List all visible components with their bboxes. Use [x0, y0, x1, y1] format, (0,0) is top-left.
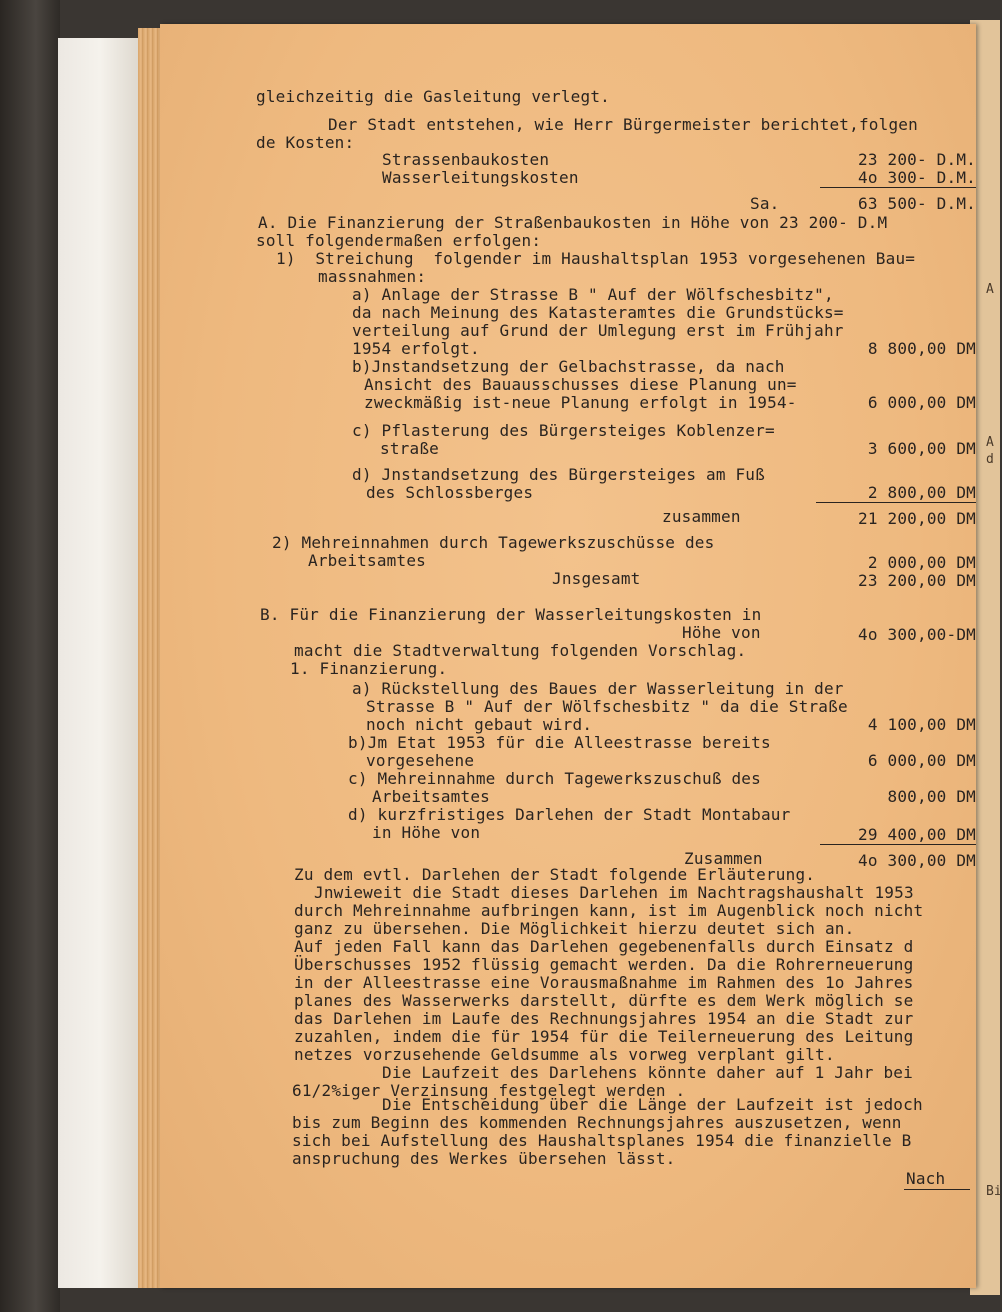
continuation-underline	[904, 1189, 970, 1190]
paragraph-line: netzes vorzusehende Geldsumme als vorweg verplant gilt.	[294, 1045, 835, 1064]
subtotal-rule	[816, 502, 976, 503]
text-line: b)Jm Etat 1953 für die Alleestrasse bereits	[348, 733, 771, 752]
cost-label: Wasserleitungskosten	[382, 168, 579, 187]
paragraph-line: 61/2%iger Verzinsung festgelegt werden .	[292, 1081, 686, 1100]
text-line: a) Anlage der Strasse B " Auf der Wölfschesbitz",	[352, 285, 834, 304]
amount-value: 6 000,00 DM	[867, 393, 976, 412]
typed-document-page	[160, 24, 976, 1288]
text-line: zweckmäßig ist-neue Planung erfolgt in 1954-	[364, 393, 797, 412]
paragraph-line: Auf jeden Fall kann das Darlehen gegebenenfalls durch Einsatz d	[294, 937, 914, 956]
total-label: Jnsgesamt	[552, 569, 641, 588]
paragraph-line: Zu dem evtl. Darlehen der Stadt folgende Erläuterung.	[294, 865, 816, 884]
text-line: a) Rückstellung des Baues der Wasserleitung in der	[352, 679, 844, 698]
subtotal-value: 4o 300,00 DM	[858, 851, 976, 870]
total-value: 23 200,00 DM	[858, 571, 976, 590]
paragraph-line: Jnwieweit die Stadt dieses Darlehen im Nachtragshaushalt 1953	[314, 883, 914, 902]
text-line: des Schlossberges	[366, 483, 534, 502]
adjacent-page-fragment: A	[986, 435, 994, 450]
subtotal-rule	[820, 844, 976, 845]
amount-value: 3 600,00 DM	[867, 439, 976, 458]
text-line: 1. Finanzierung.	[290, 659, 448, 678]
text-line: in Höhe von	[372, 823, 481, 842]
text-line: gleichzeitig die Gasleitung verlegt.	[256, 87, 610, 106]
text-line: verteilung auf Grund der Umlegung erst im Frühjahr	[352, 321, 844, 340]
white-paper-strip	[58, 38, 142, 1288]
sum-value: 63 500- D.M.	[858, 194, 976, 213]
text-line: c) Pflasterung des Bürgersteiges Koblenzer=	[352, 421, 775, 440]
continuation-word: Nach	[906, 1169, 946, 1188]
paragraph-line: anspruchung des Werkes übersehen lässt.	[292, 1149, 676, 1168]
paragraph-line: sich bei Aufstellung des Haushaltsplanes 1954 die finanzielle B	[292, 1131, 912, 1150]
subtotal-label: zusammen	[662, 507, 741, 526]
sum-label: Sa.	[750, 194, 780, 213]
text-line: Arbeitsamtes	[372, 787, 490, 806]
subtotal-value: 21 200,00 DM	[858, 509, 976, 528]
paragraph-line: zuzahlen, indem die für 1954 für die Teilerneuerung des Leitung	[294, 1027, 914, 1046]
text-line: 1954 erfolgt.	[352, 339, 480, 358]
amount-value: 2 800,00 DM	[867, 483, 976, 502]
text-line: 2) Mehreinnahmen durch Tagewerkszuschüsse des	[272, 533, 715, 552]
text-line: d) Jnstandsetzung des Bürgersteiges am Fuß	[352, 465, 765, 484]
adjacent-page-fragment: A	[986, 282, 994, 297]
amount-value: 2 000,00 DM	[867, 553, 976, 572]
text-line: Ansicht des Bauausschusses diese Planung un=	[364, 375, 797, 394]
paragraph-line: planes des Wasserwerks darstellt, dürfte es dem Werk möglich se	[294, 991, 914, 1010]
section-a-heading: A. Die Finanzierung der Straßenbaukosten in Höhe von 23 200- D.M	[258, 213, 888, 232]
amount-value: 6 000,00 DM	[867, 751, 976, 770]
paragraph-line: Die Laufzeit des Darlehens könnte daher auf 1 Jahr bei	[382, 1063, 913, 1082]
amount-value: 29 400,00 DM	[858, 825, 976, 844]
paragraph-line: durch Mehreinnahme aufbringen kann, ist im Augenblick noch nicht	[294, 901, 924, 920]
text-line: 1) Streichung folgender im Haushaltsplan 1953 vorgesehenen Bau=	[276, 249, 916, 268]
paragraph-line: bis zum Beginn des kommenden Rechnungsjahres auszusetzen, wenn	[292, 1113, 902, 1132]
text-line: noch nicht gebaut wird.	[366, 715, 593, 734]
text-line: de Kosten:	[256, 133, 355, 152]
paragraph-line: Überschusses 1952 flüssig gemacht werden. Da die Rohrerneuerung	[294, 955, 914, 974]
adjacent-page-fragment: Bi	[986, 1184, 1002, 1199]
text-line: d) kurzfristiges Darlehen der Stadt Montabaur	[348, 805, 791, 824]
text-line: straße	[380, 439, 439, 458]
amount-value: 8 800,00 DM	[867, 339, 976, 358]
paragraph-line: in der Alleestrasse eine Vorausmaßnahme im Rahmen des 1o Jahres	[294, 973, 914, 992]
amount-value: 800,00 DM	[887, 787, 976, 806]
paragraph-line: ganz zu übersehen. Die Möglichkeit hierzu deutet sich an.	[294, 919, 855, 938]
subtotal-label: Zusammen	[684, 849, 763, 868]
amount-value: 4o 300,00-DM	[858, 625, 976, 644]
text-line: b)Jnstandsetzung der Gelbachstrasse, da nach	[352, 357, 785, 376]
text-line: Strasse B " Auf der Wölfschesbitz " da die Straße	[366, 697, 848, 716]
text-line: massnahmen:	[318, 267, 427, 286]
text-line: macht die Stadtverwaltung folgenden Vorschlag.	[294, 641, 747, 660]
paragraph-line: das Darlehen im Laufe des Rechnungsjahres 1954 an die Stadt zur	[294, 1009, 914, 1028]
binder-edge	[0, 0, 60, 1312]
text-line: c) Mehreinnahme durch Tagewerkszuschuß des	[348, 769, 761, 788]
text-line: da nach Meinung des Katasteramtes die Grundstücks=	[352, 303, 844, 322]
text-line: Der Stadt entstehen, wie Herr Bürgermeister berichtet,folgen	[328, 115, 918, 134]
text-line: Arbeitsamtes	[308, 551, 426, 570]
text-line: vorgesehene	[366, 751, 475, 770]
text-line: Höhe von	[682, 623, 761, 642]
cost-value: 4o 300- D.M.	[858, 168, 976, 187]
adjacent-page-fragment: d	[986, 452, 994, 467]
section-b-heading: B. Für die Finanzierung der Wasserleitungskosten in	[260, 605, 762, 624]
sum-rule	[820, 187, 976, 188]
amount-value: 4 100,00 DM	[867, 715, 976, 734]
cost-value: 23 200- D.M.	[858, 150, 976, 169]
cost-label: Strassenbaukosten	[382, 150, 550, 169]
text-line: soll folgendermaßen erfolgen:	[256, 231, 542, 250]
paragraph-line: Die Entscheidung über die Länge der Laufzeit ist jedoch	[382, 1095, 923, 1114]
